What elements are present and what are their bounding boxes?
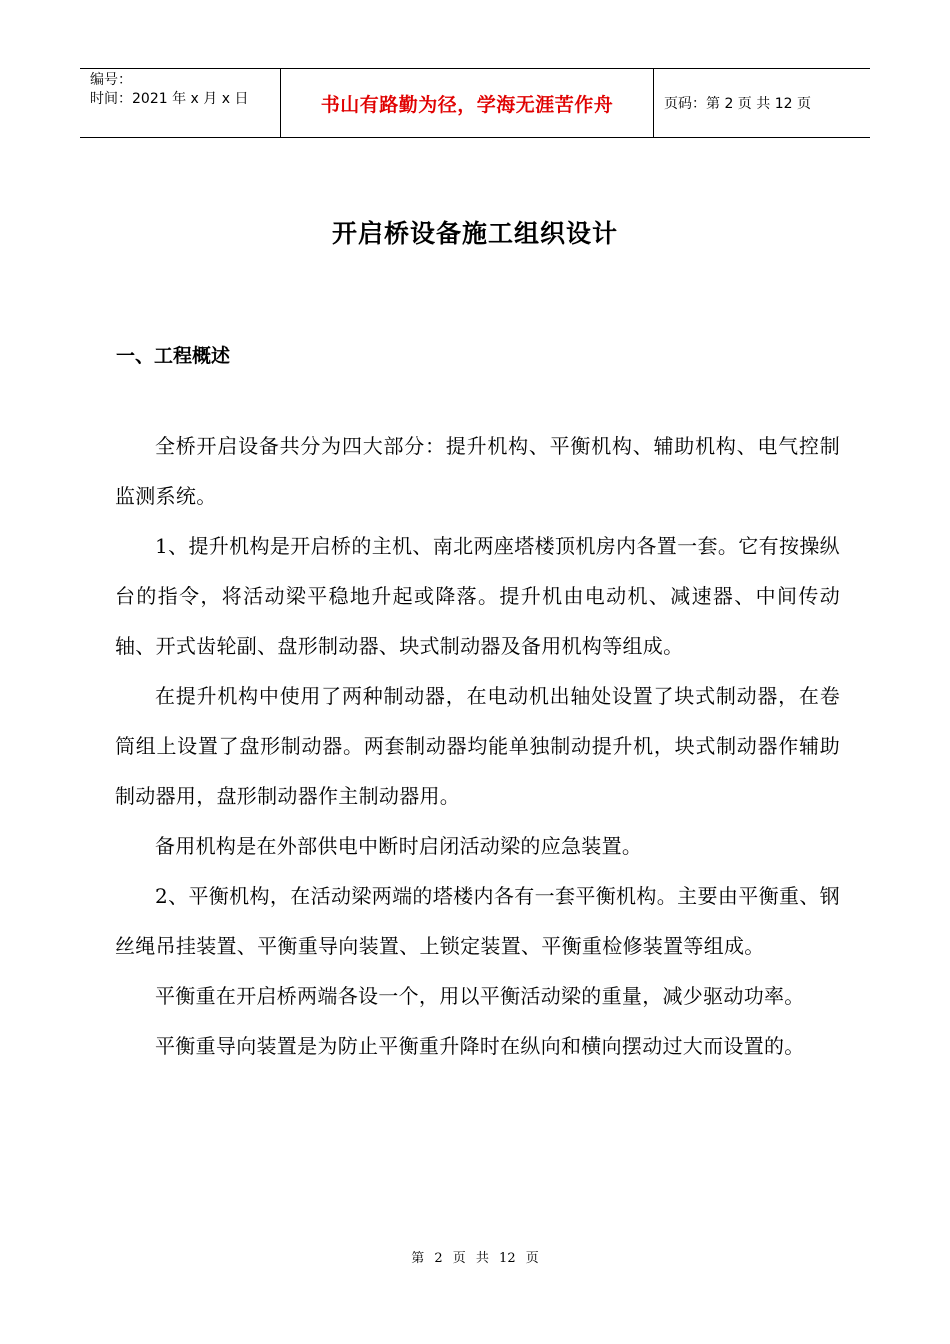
paragraph: 备用机构是在外部供电中断时启闭活动梁的应急装置。	[155, 834, 643, 858]
document-title: 开启桥设备施工组织设计	[331, 219, 618, 248]
paragraph: 1、提升机构是开启桥的主机、南北两座塔楼顶机房内各置一套。它有按操纵台的指令，将活动梁平稳地升起或降落。提升机由电动机、减速器、中间传动轴、开式齿轮副、盘形制动器、块式制动器及备用机构等组成。	[115, 534, 840, 658]
document-body	[115, 421, 840, 1071]
document-number-label: 编号：	[90, 72, 132, 88]
paragraph: 在提升机构中使用了两种制动器，在电动机出轴处设置了块式制动器，在卷筒组上设置了盘形制动器。两套制动器均能单独制动提升机，块式制动器作辅助制动器用，盘形制动器作主制动器用。	[115, 684, 840, 808]
paragraph: 全桥开启设备共分为四大部分：提升机构、平衡机构、辅助机构、电气控制监测系统。	[115, 434, 840, 508]
header-table	[80, 68, 870, 138]
paragraph: 平衡重在开启桥两端各设一个，用以平衡活动梁的重量，减少驱动功率。	[155, 984, 805, 1008]
header-motto: 书山有路勤为径，学海无涯苦作舟	[281, 69, 654, 137]
header-meta-cell	[80, 69, 281, 137]
paragraph: 平衡重导向装置是为防止平衡重升降时在纵向和横向摆动过大而设置的。	[155, 1034, 805, 1058]
section-heading: 一、工程概述	[116, 345, 231, 367]
header-page-info: 页码：第 2 页 共 12 页	[664, 96, 811, 112]
paragraph: 2、平衡机构，在活动梁两端的塔楼内各有一套平衡机构。主要由平衡重、钢丝绳吊挂装置、平衡重导向装置、上锁定装置、平衡重检修装置等组成。	[115, 884, 840, 958]
page-footer: 第 2 页 共 12 页	[411, 1251, 539, 1266]
document-date-label: 时间：2021 年 x 月 x 日	[90, 91, 249, 107]
